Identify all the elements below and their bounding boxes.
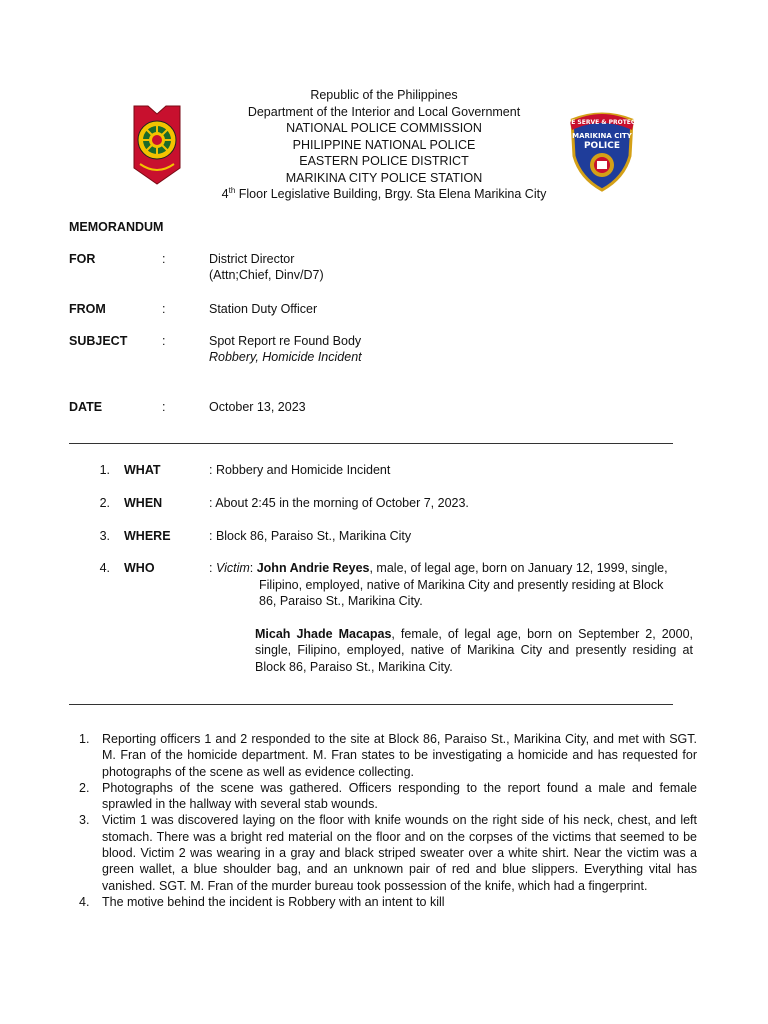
from-label: FROM (69, 302, 106, 316)
badge-city-text: MARIKINA CITY (572, 132, 632, 140)
letterhead-line-station: MARIKINA CITY POLICE STATION (285, 170, 483, 185)
divider-bottom (69, 704, 673, 705)
when-number: 2. (99, 496, 110, 510)
subject-colon: : (162, 334, 166, 348)
date-label: DATE (69, 400, 103, 414)
subject-value-line2: Robbery, Homicide Incident (209, 350, 362, 364)
letterhead-line-pnp: PHILIPPINE NATIONAL POLICE (292, 137, 476, 152)
list-item: 1. Reporting officers 1 and 2 responded to the site at Block 86, Paraiso St., Marikina City, and met with SGT. M. Fran of the homicide department. M. Fran states to be investigating a homicide and has requested for photographs of the scene as well as evidence collecting. (79, 732, 697, 779)
letterhead-address: 4th Floor Legislative Building, Brgy. Sta Elena Marikina City (221, 185, 547, 201)
for-label: FOR (69, 252, 96, 266)
letterhead-line-dilg: Department of the Interior and Local Government (247, 104, 521, 119)
victim1-line3: 86, Paraiso St., Marikina City. (259, 594, 423, 608)
badge-police-text: POLICE (583, 141, 621, 151)
list-item: 2. Photographs of the scene was gathered. Officers responding to the report found a male and female sprawled in the hallway with several stab wounds. (79, 780, 697, 812)
where-value: : Block 86, Paraiso St., Marikina City (209, 529, 412, 543)
what-number: 1. (99, 463, 110, 477)
where-label: WHERE (124, 529, 171, 543)
letterhead-line-epd: EASTERN POLICE DISTRICT (299, 154, 469, 168)
what-value: : Robbery and Homicide Incident (209, 463, 391, 477)
for-value-line1: District Director (209, 252, 295, 266)
letterhead (140, 87, 628, 203)
narrative-list (68, 731, 697, 910)
from-value: Station Duty Officer (209, 302, 318, 316)
list-item: 4. The motive behind the incident is Robbery with an intent to kill (79, 894, 445, 909)
memorandum-title: MEMORANDUM (69, 220, 164, 234)
divider-top (69, 443, 673, 444)
list-item: 3. Victim 1 was discovered laying on the floor with knife wounds on the right side of his neck, chest, and left stomach. There was a bright red material on the floor and on the corpses of the victims that seemed to be blood. Victim 2 was wearing in a gray and black striped sweater over a white shirt. Near the victim was a green wallet, a blue shoulder bag, and an unknown pair of red and blue slippers. Everything vital has vanished. SGT. M. Fran of the murder bureau took possession of the knife, which had a fingerprint. (79, 813, 697, 893)
victim1-line2: Filipino, employed, native of Marikina City and presently residing at Block (259, 578, 664, 592)
subject-label: SUBJECT (69, 334, 128, 348)
where-number: 3. (99, 529, 110, 543)
from-colon: : (162, 302, 166, 316)
date-colon: : (162, 400, 166, 414)
who-label: WHO (124, 561, 155, 575)
when-label: WHEN (124, 496, 163, 510)
for-value-line2: (Attn;Chief, Dinv/D7) (209, 268, 324, 282)
letterhead-line-republic: Republic of the Philippines (310, 88, 458, 102)
victim1-line1: : Victim: John Andrie Reyes, male, of legal age, born on January 12, 1999, single, (209, 561, 668, 575)
date-value: October 13, 2023 (209, 400, 306, 414)
when-value: : About 2:45 in the morning of October 7, 2023. (209, 496, 469, 510)
letterhead-line-napolcom: NATIONAL POLICE COMMISSION (286, 121, 482, 135)
who-number: 4. (99, 561, 110, 575)
victim2-paragraph: Micah Jhade Macapas, female, of legal age, born on September 2, 2000, single, Filipino, employed, native of Marikina City and presently residing at Block 86, Paraiso St., Marikina City. (255, 627, 693, 674)
for-colon: : (162, 252, 166, 266)
badge-banner-text: WE SERVE & PROTECT (564, 119, 640, 126)
what-label: WHAT (124, 463, 161, 477)
subject-value-line1: Spot Report re Found Body (209, 334, 362, 348)
